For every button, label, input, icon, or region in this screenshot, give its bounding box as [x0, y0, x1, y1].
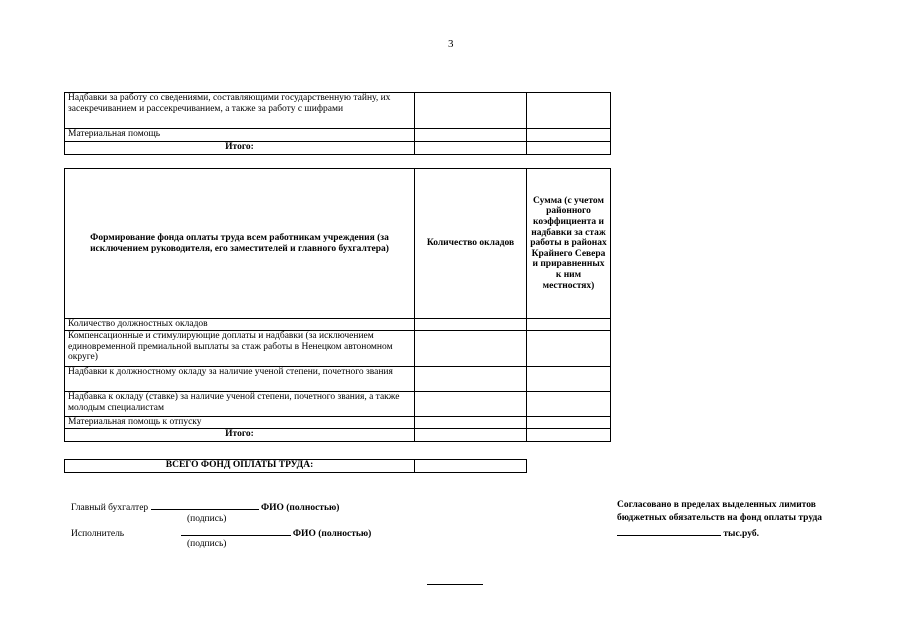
row-label: Надбавки к должностному окладу за наличие ученой степени, почетного звания	[65, 367, 415, 392]
fio-label: ФИО (полностью)	[292, 529, 372, 539]
count-cell[interactable]	[415, 142, 527, 155]
total-row	[65, 142, 611, 155]
count-cell[interactable]	[415, 93, 527, 129]
count-cell[interactable]	[415, 367, 527, 392]
approval-line-2: бюджетных обязательств на фонд оплаты труда	[617, 513, 823, 523]
row-label: Количество должностных окладов	[65, 319, 415, 331]
count-cell[interactable]	[415, 417, 527, 429]
sum-cell[interactable]	[527, 93, 611, 129]
grand-total-label: ВСЕГО ФОНД ОПЛАТЫ ТРУДА:	[65, 460, 415, 473]
fio-label: ФИО (полностью)	[260, 503, 340, 513]
executor-label: Исполнитель	[71, 529, 125, 539]
table-row	[65, 367, 611, 392]
table-row	[65, 129, 611, 142]
approval-line-1: Согласовано в пределах выделенных лимитов	[617, 500, 816, 510]
table-row	[65, 392, 611, 417]
signature-hint: (подпись)	[187, 539, 227, 549]
row-label: Материальная помощь	[65, 129, 415, 142]
signature-hint: (подпись)	[187, 514, 227, 524]
header-sum: Сумма (с учетом районного коэффициента и надбавки за стаж работы в районах Крайнего Севера и приравненных к ним местностях)	[527, 169, 611, 319]
chief-accountant-label: Главный бухгалтер	[71, 503, 149, 513]
row-label: Компенсационные и стимулирующие доплаты и надбавки (за исключением единовременной премиальной выплаты за стаж работы в Ненецком автономном округе)	[65, 331, 415, 367]
amount-field[interactable]	[617, 526, 721, 536]
sum-cell[interactable]	[527, 417, 611, 429]
sum-cell[interactable]	[527, 367, 611, 392]
count-cell[interactable]	[415, 429, 527, 442]
sum-cell[interactable]	[527, 392, 611, 417]
count-cell[interactable]	[415, 392, 527, 417]
sum-cell[interactable]	[527, 331, 611, 367]
row-label: Материальная помощь к отпуску	[65, 417, 415, 429]
table-row	[65, 319, 611, 331]
table-row	[65, 331, 611, 367]
total-label: Итого:	[65, 142, 415, 155]
footer-rule	[427, 584, 483, 585]
sum-cell[interactable]	[527, 429, 611, 442]
grand-total-table	[64, 459, 527, 473]
chief-accountant-line	[71, 500, 339, 514]
header-count: Количество окладов	[415, 169, 527, 319]
row-label: Надбавки за работу со сведениями, составляющими государственную тайну, их засекречиванием и рассекречиванием, а также за работу с шифрами	[65, 93, 415, 129]
grand-total-row	[65, 460, 527, 473]
sum-cell[interactable]	[527, 142, 611, 155]
total-row	[65, 429, 611, 442]
header-description: Формирование фонда оплаты труда всем работникам учреждения (за исключением руководителя, его заместителей и главного бухгалтера)	[65, 169, 415, 319]
count-cell[interactable]	[415, 319, 527, 331]
approval-unit: тыс.руб.	[723, 529, 759, 539]
row-label: Надбавка к окладу (ставке) за наличие ученой степени, почетного звания, а также молодым специалистам	[65, 392, 415, 417]
sum-cell[interactable]	[527, 319, 611, 331]
table-row	[65, 93, 611, 129]
signature-field[interactable]	[181, 526, 291, 536]
table-row	[65, 417, 611, 429]
count-cell[interactable]	[415, 129, 527, 142]
sum-cell[interactable]	[527, 129, 611, 142]
page-number: 3	[448, 38, 454, 50]
signature-field[interactable]	[151, 500, 259, 510]
grand-total-cell[interactable]	[415, 460, 527, 473]
allowances-table	[64, 92, 611, 155]
executor-line	[71, 526, 371, 540]
approval-amount-line	[617, 526, 759, 540]
payroll-fund-table	[64, 168, 611, 442]
count-cell[interactable]	[415, 331, 527, 367]
table-header	[65, 169, 611, 319]
total-label: Итого:	[65, 429, 415, 442]
